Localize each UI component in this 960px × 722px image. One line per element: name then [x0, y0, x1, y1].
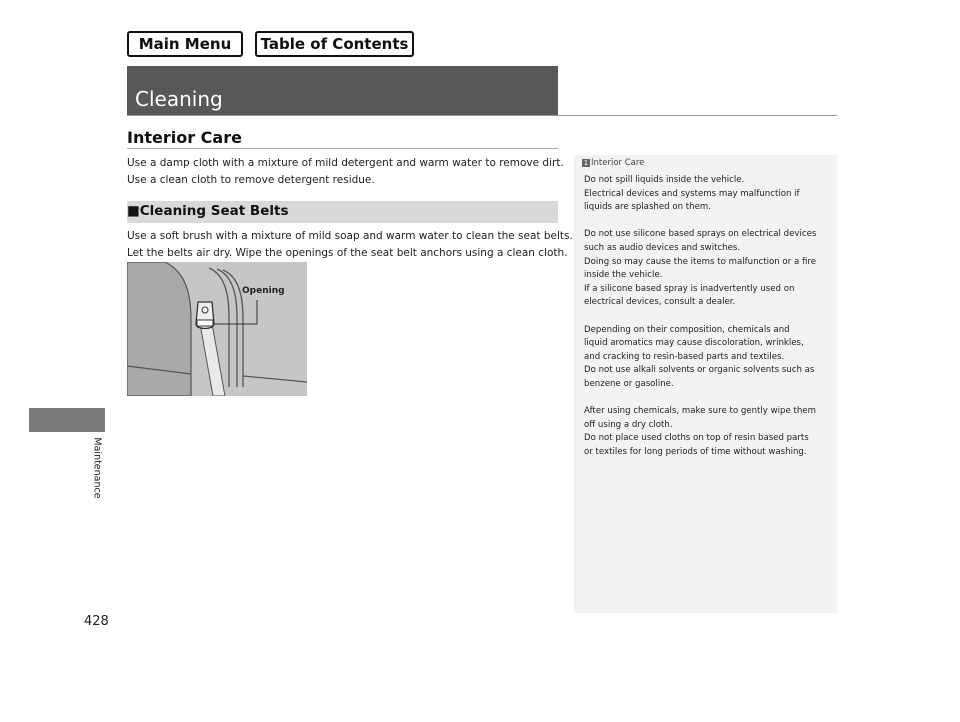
section-title: Interior Care: [127, 128, 242, 147]
chapter-title-bar: [127, 66, 558, 115]
subsection-header: [127, 201, 558, 223]
square-bullet-icon: ■: [127, 203, 140, 219]
note-number-icon: 1: [583, 158, 589, 167]
note-line: Do not use silicone based sprays on electrical devices: [584, 229, 817, 240]
note-line: liquid aromatics may cause discoloration, wrinkles,: [584, 338, 804, 349]
note-line: benzene or gasoline.: [584, 378, 674, 389]
note-line: Doing so may cause the items to malfunction or a fire: [584, 256, 816, 267]
chapter-title: Cleaning: [135, 87, 223, 111]
table-of-contents-button[interactable]: Table of Contents: [255, 31, 414, 57]
seat-belt-anchor-drawing: [127, 262, 307, 396]
note-body: [584, 174, 834, 459]
note-heading-text: Interior Care: [591, 158, 645, 168]
note-paragraph: [584, 228, 834, 310]
paragraph-line: Use a clean cloth to remove detergent residue.: [127, 174, 375, 186]
note-line: and cracking to resin-based parts and textiles.: [584, 351, 785, 362]
section-paragraph: [127, 155, 564, 189]
title-divider: [127, 115, 837, 116]
section-divider: [127, 148, 558, 149]
note-line: Do not spill liquids inside the vehicle.: [584, 175, 745, 185]
opening-callout-label: Opening: [242, 286, 285, 296]
note-paragraph: [584, 324, 834, 392]
paragraph-line: Use a soft brush with a mixture of mild soap and warm water to clean the seat belts.: [127, 230, 573, 242]
chapter-side-label: Maintenance: [91, 437, 103, 499]
side-note-panel: [574, 155, 837, 613]
note-line: Do not use alkali solvents or organic solvents such as: [584, 365, 815, 376]
note-line: After using chemicals, make sure to gently wipe them: [584, 406, 816, 417]
note-heading: [582, 158, 644, 168]
subsection-paragraph: [127, 228, 573, 262]
note-line: electrical devices, consult a dealer.: [584, 297, 736, 308]
note-line: liquids are splashed on them.: [584, 202, 711, 213]
note-paragraph: [584, 405, 834, 459]
page-number: 428: [84, 614, 109, 629]
note-line: Do not place used cloths on top of resin based parts: [584, 433, 809, 444]
main-menu-button[interactable]: Main Menu: [127, 31, 243, 57]
note-line: Depending on their composition, chemicals and: [584, 324, 790, 335]
note-line: inside the vehicle.: [584, 270, 663, 281]
note-line: If a silicone based spray is inadvertently used on: [584, 283, 795, 294]
note-paragraph: [584, 174, 834, 215]
paragraph-line: Let the belts air dry. Wipe the openings of the seat belt anchors using a clean cloth.: [127, 247, 568, 259]
seat-belt-illustration: [127, 262, 307, 396]
note-line: or textiles for long periods of time without washing.: [584, 446, 807, 457]
chapter-side-tab: [29, 408, 105, 432]
note-line: off using a dry cloth.: [584, 419, 673, 430]
subsection-title-row: [127, 203, 288, 219]
subsection-title: Cleaning Seat Belts: [139, 203, 289, 219]
note-line: Electrical devices and systems may malfunction if: [584, 188, 800, 199]
paragraph-line: Use a damp cloth with a mixture of mild detergent and warm water to remove dirt.: [127, 157, 564, 169]
note-line: such as audio devices and switches.: [584, 242, 741, 253]
